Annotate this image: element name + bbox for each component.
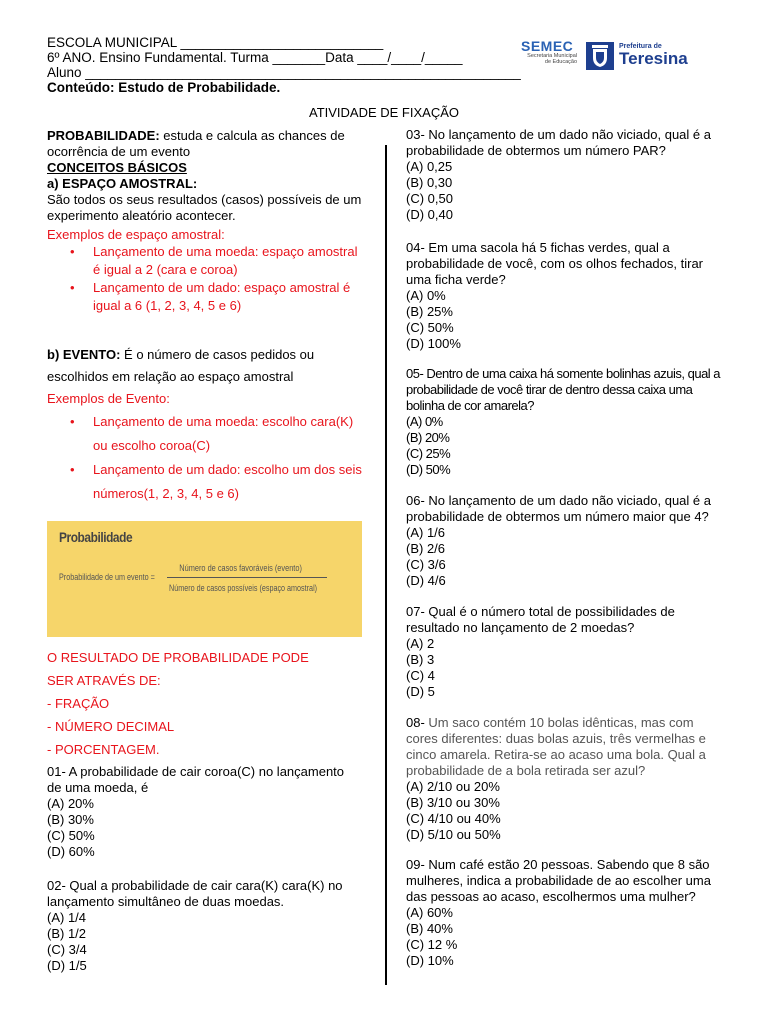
question-body: Um saco contém 10 bolas idênticas, mas com cores diferentes: duas bolas azuis, três vermelhas e cinco amarela. Retira-se ao acaso uma bola. Qual a probabilidade de a bola retirada ser azul? <box>406 715 706 778</box>
formula-title: Probabilidade <box>59 529 133 545</box>
option: (D) 5 <box>406 684 435 699</box>
option: (A) 20% <box>47 796 94 811</box>
evento-def: É o número de casos pedidos ou escolhidos em relação ao espaço amostral <box>47 347 315 384</box>
question-text: 09- Num café estão 20 pessoas. Sabendo que 8 são mulheres, indica a probabilidade de ao escolher uma das pessoas ao acaso, escolhermos uma mulher? <box>406 857 711 904</box>
evento-section <box>47 344 362 506</box>
prob-term: PROBABILIDADE: <box>47 128 160 143</box>
question-number: 08- <box>406 715 425 730</box>
option: (D) 0,40 <box>406 207 453 222</box>
espaco-examples <box>47 243 362 315</box>
coat-of-arms-icon <box>585 41 615 71</box>
list-item: • Lançamento de um dado: escolho um dos seis números(1, 2, 3, 4, 5 e 6) <box>47 458 362 506</box>
semec-logo <box>521 39 581 73</box>
option: (C) 0,50 <box>406 191 453 206</box>
prefeitura-logo <box>585 40 697 72</box>
option: (B) 0,30 <box>406 175 453 190</box>
question-08 <box>406 715 726 843</box>
option: (C) 3/6 <box>406 557 446 572</box>
option: (A) 0,25 <box>406 159 453 174</box>
espaco-examples-title: Exemplos de espaço amostral: <box>47 227 225 242</box>
list-item: • Lançamento de uma moeda: espaço amostral é igual a 2 (cara e coroa) <box>47 243 362 279</box>
page-title: ATIVIDADE DE FIXAÇÃO <box>308 105 459 120</box>
option: (A) 2/10 ou 20% <box>406 779 500 794</box>
formula-numerator: Número de casos favoráveis (evento) <box>179 563 302 573</box>
resultado-line: SER ATRAVÉS DE: <box>47 673 161 688</box>
evento-term: b) EVENTO: <box>47 347 121 362</box>
list-item: • Lançamento de uma moeda: escolho cara(K) ou escolho coroa(C) <box>47 410 362 458</box>
question-02 <box>47 878 362 974</box>
formula-lhs: Probabilidade de um evento = <box>59 572 155 582</box>
resultado-line: - NÚMERO DECIMAL <box>47 719 175 734</box>
option: (C) 4/10 ou 40% <box>406 811 501 826</box>
option: (D) 1/5 <box>47 958 87 973</box>
question-text: 07- Qual é o número total de possibilidades de resultado no lançamento de 2 moedas? <box>406 604 675 635</box>
semec-logo-text: SEMEC <box>521 38 574 54</box>
resultado-section <box>47 646 362 761</box>
resultado-line: - FRAÇÃO <box>47 696 110 711</box>
column-divider <box>385 145 387 985</box>
student-line: Aluno __________________________________________________________ <box>47 65 521 80</box>
prob-def: estuda e calcula as chances de ocorrência de um evento <box>47 128 345 159</box>
question-07 <box>406 604 726 700</box>
option: (B) 1/2 <box>47 926 87 941</box>
option: (B) 20% <box>406 430 450 445</box>
option: (B) 3 <box>406 652 435 667</box>
question-text <box>406 715 726 779</box>
pref-logo-small: Prefeitura de <box>619 43 662 50</box>
question-04 <box>406 240 726 352</box>
option: (C) 25% <box>406 446 451 461</box>
formula-denominator: Número de casos possíveis (espaço amostral) <box>169 583 318 593</box>
option: (B) 30% <box>47 812 94 827</box>
option: (A) 0% <box>406 288 446 303</box>
fraction-bar <box>167 577 327 578</box>
option: (B) 25% <box>406 304 453 319</box>
list-item: • Lançamento de um dado: espaço amostral é igual a 6 (1, 2, 3, 4, 5 e 6) <box>47 279 362 315</box>
question-text: 06- No lançamento de um dado não viciado, qual é a probabilidade de obtermos um número maior que 4? <box>406 493 711 524</box>
option: (D) 60% <box>47 844 95 859</box>
option: (C) 50% <box>47 828 95 843</box>
resultado-line: - PORCENTAGEM. <box>47 742 160 757</box>
question-01 <box>47 764 362 860</box>
question-text: 04- Em uma sacola há 5 fichas verdes, qual a probabilidade de você, com os olhos fechados, tirar uma ficha verde? <box>406 240 704 287</box>
option: (A) 60% <box>406 905 453 920</box>
question-03 <box>406 127 726 223</box>
question-09 <box>406 857 726 969</box>
option: (C) 12 % <box>406 937 458 952</box>
content-line: Conteúdo: Estudo de Probabilidade. <box>47 80 281 95</box>
question-text: 02- Qual a probabilidade de cair cara(K) cara(K) no lançamento simultâneo de duas moedas. <box>47 878 343 909</box>
evento-examples-title: Exemplos de Evento: <box>47 391 170 406</box>
left-column <box>47 128 362 315</box>
semec-logo-sub: Secretaria Municipal de Educação <box>527 53 577 65</box>
option: (C) 4 <box>406 668 435 683</box>
option: (C) 3/4 <box>47 942 87 957</box>
question-text: 03- No lançamento de um dado não viciado, qual é a probabilidade de obtermos um número PAR? <box>406 127 711 158</box>
formula-image <box>47 521 362 637</box>
question-06 <box>406 493 726 589</box>
espaco-title: a) ESPAÇO AMOSTRAL: <box>47 176 198 191</box>
option: (A) 2 <box>406 636 435 651</box>
evento-examples <box>47 410 362 506</box>
conceitos-heading: CONCEITOS BÁSICOS <box>47 160 187 175</box>
school-line: ESCOLA MUNICIPAL ___________________________ <box>47 35 384 50</box>
option: (D) 10% <box>406 953 454 968</box>
question-text: 01- A probabilidade de cair coroa(C) no lançamento de uma moeda, é <box>47 764 345 795</box>
option: (B) 3/10 ou 30% <box>406 795 500 810</box>
right-questions <box>406 127 726 983</box>
resultado-line: O RESULTADO DE PROBABILIDADE PODE <box>47 650 309 665</box>
option: (D) 50% <box>406 462 451 477</box>
option: (B) 40% <box>406 921 453 936</box>
prob-definition <box>47 128 362 160</box>
option: (A) 1/6 <box>406 525 446 540</box>
option: (D) 4/6 <box>406 573 446 588</box>
class-line: 6º ANO. Ensino Fundamental. Turma _______Data ____/____/_____ <box>47 50 463 65</box>
option: (A) 1/4 <box>47 910 87 925</box>
question-text: 05- Dentro de uma caixa há somente bolinhas azuis, qual a probabilidade de você tirar de dentro dessa caixa uma bolinha de cor amarela? <box>406 366 721 413</box>
option: (B) 2/6 <box>406 541 446 556</box>
espaco-def: São todos os seus resultados (casos) possíveis de um experimento aleatório acontecer. <box>47 192 362 223</box>
question-05 <box>406 366 726 478</box>
option: (D) 100% <box>406 336 461 351</box>
pref-logo-big: Teresina <box>619 49 688 68</box>
left-questions <box>47 764 362 988</box>
option: (C) 50% <box>406 320 454 335</box>
option: (D) 5/10 ou 50% <box>406 827 501 842</box>
option: (A) 0% <box>406 414 443 429</box>
evento-definition <box>47 344 362 388</box>
